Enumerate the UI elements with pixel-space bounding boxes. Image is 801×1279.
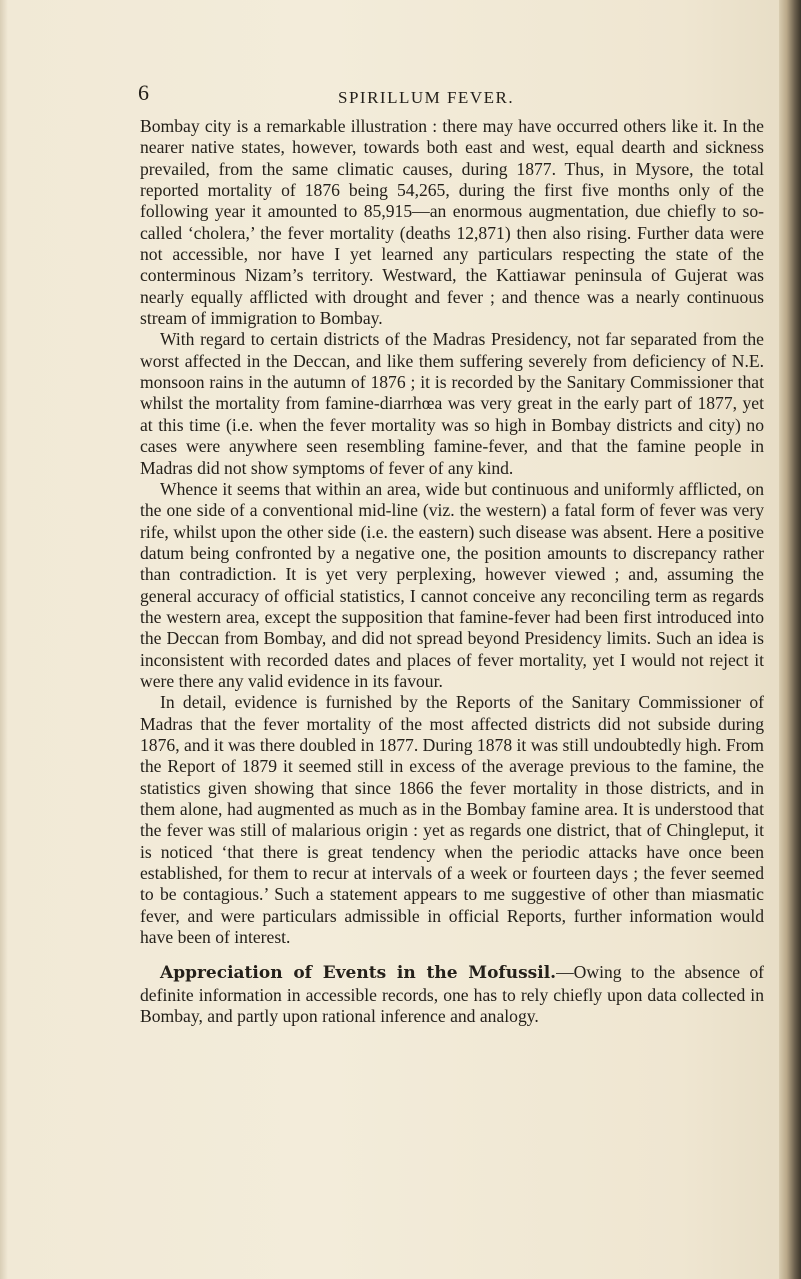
section-paragraph	[140, 962, 764, 1027]
paragraph-2: With regard to certain districts of the Madras Presidency, not far separated from the worst affected in the Deccan, and like them suffering severely from deficiency of N.E. monsoon rains in the autumn of 1876 ; it is recorded by the Sanitary Commissioner that whilst the mortality from famine-diarrhœa was very great in the early part of 1877, yet at this time (i.e. when the fever mortality was so high in Bombay districts and city) no cases were anywhere seen resembling famine-fever, and that the famine people in Madras did not show symptoms of fever of any kind.	[140, 329, 764, 478]
page-number: 6	[138, 80, 149, 105]
section-text: —Owing to the absence of definite information in accessible records, one has to rely chiefly upon data collected in Bombay, and partly upon rational inference and analogy.	[140, 962, 765, 1027]
running-title: SPIRILLUM FEVER.	[338, 88, 515, 107]
section-heading: Appreciation of Events in the Mofussil.	[160, 963, 557, 984]
page-gutter-shadow	[0, 0, 8, 1279]
paragraph-4: In detail, evidence is furnished by the Reports of the Sanitary Commissioner of Madras that the fever mortality of the most affected districts did not subside during 1876, and it was there doubled in 1877. During 1878 it was still undoubtedly high. From the Report of 1879 it seemed still in excess of the average previous to the famine, the statistics given showing that since 1866 the fever mortality in those districts, and in them alone, had augmented as much as in the Bombay famine area. It is understood that the fever was still of malarious origin : yet as regards one district, that of Chingleput, it is noticed ‘that there is great tendency when the periodic attacks have once been established, for them to recur at intervals of a week or fourteen days ; the fever seemed to be contagious.’ Such a statement appears to me suggestive of other than miasmatic fever, and were particulars admissible in official Reports, further information would have been of interest.	[140, 692, 764, 948]
paragraph-1: Bombay city is a remarkable illustration : there may have occurred others like it. In the nearer native states, however, towards both east and west, equal dearth and sickness prevailed, from the same climatic causes, during 1877. Thus, in Mysore, the total reported mortality of 1876 being 54,265, during the first five months only of the following year it amounted to 85,915—an enormous augmentation, due chiefly to so-called ‘cholera,’ the fever mortality (deaths 12,871) then also rising. Further data were not accessible, nor have I yet learned any particulars respecting the state of the conterminous Nizam’s territory. Westward, the Kattiawar peninsula of Gujerat was nearly equally afflicted with drought and fever ; and thence was a nearly continuous stream of immigration to Bombay.	[140, 116, 764, 329]
body-text	[140, 116, 764, 1027]
book-binding-edge	[779, 0, 801, 1279]
paragraph-3: Whence it seems that within an area, wide but continuous and uniformly afflicted, on the one side of a conventional mid-line (viz. the western) a fatal form of fever was very rife, whilst upon the other side (i.e. the eastern) such disease was absent. Here a positive datum being confronted by a negative one, the position amounts to discrepancy rather than contradiction. It is yet very perplexing, however viewed ; and, assuming the general accuracy of official statistics, I cannot conceive any reconciling term as regards the western area, except the supposition that famine-fever had been first introduced into the Deccan from Bombay, and did not spread beyond Presidency limits. Such an idea is inconsistent with recorded dates and places of fever mortality, yet I would not reject it were there any valid evidence in its favour.	[140, 478, 764, 691]
